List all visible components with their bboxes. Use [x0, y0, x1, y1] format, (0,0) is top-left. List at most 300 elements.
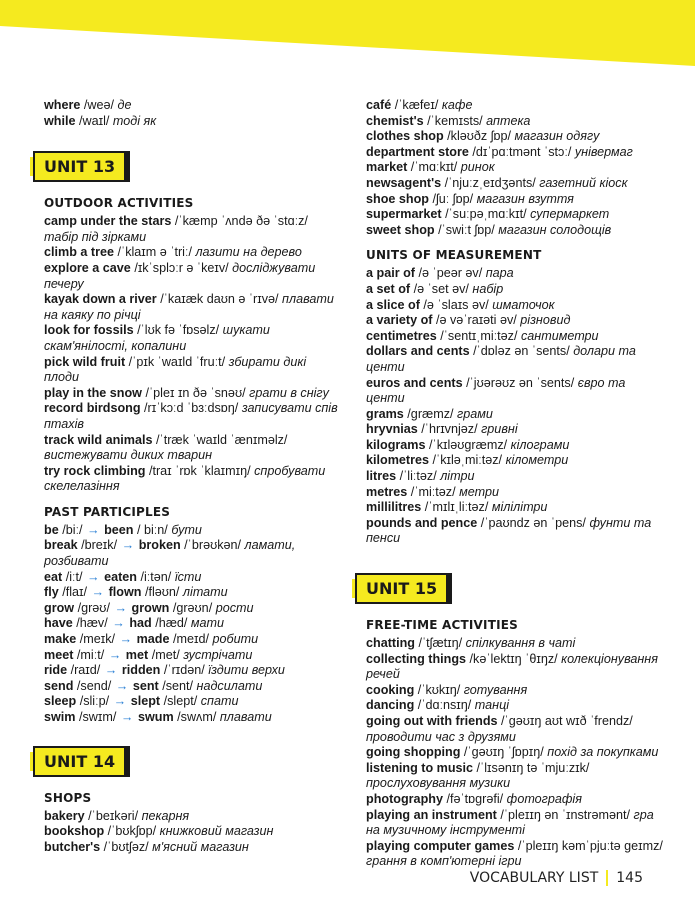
entry-word: millilitres	[366, 500, 422, 515]
entry-pronunciation: /raɪd/	[67, 663, 104, 678]
entry-pronunciation: /ˈlɪsənɪŋ tə ˈmjuːzɪk/	[473, 760, 590, 775]
entry-pronunciation: /ˈpɪk ˈwaɪld ˈfruːt/	[125, 354, 229, 369]
entry-list	[44, 809, 344, 856]
entry-word: café	[366, 98, 392, 112]
entry-participle: slept	[130, 694, 161, 709]
entry-word: where	[44, 98, 81, 112]
entry-word: playing an instrument	[366, 807, 497, 822]
vocab-entry	[366, 453, 666, 469]
arrow-icon: →	[112, 616, 125, 631]
entry-pronunciation: /hæv/	[72, 616, 112, 631]
entry-pronunciation: /ˈgəʊɪŋ aʊt wɪð ˈfrendz/	[497, 714, 633, 728]
entry-translation: книжковий магазин	[159, 824, 274, 839]
vocab-entry	[366, 329, 666, 345]
entry-translation: гривні	[481, 422, 518, 437]
entry-pronunciation: /fəˈtɒgrəfi/	[442, 791, 507, 806]
entry-word: playing computer games	[366, 838, 515, 853]
entry-word: a variety of	[366, 313, 433, 328]
entry-participle-pronunciation: /met/	[148, 647, 184, 662]
entry-translation: магазин взуття	[476, 191, 574, 206]
entry-word: look for fossils	[44, 323, 134, 338]
footer-label: VOCABULARY LIST	[469, 870, 599, 886]
entry-participle: eaten	[104, 569, 137, 584]
entry-pronunciation: /ʃuː ʃɒp/	[428, 191, 477, 206]
entry-pronunciation: /grəʊ/	[74, 600, 114, 615]
entry-participle: ridden	[121, 663, 161, 678]
entry-pronunciation: /ˈpleɪɪŋ kəmˈpjuːtə geɪmz/	[514, 838, 663, 853]
entry-translation: грами	[457, 406, 493, 421]
vocab-entry	[44, 570, 344, 586]
entry-pronunciation: /ˈlʊk fə ˈfɒsəlz/	[133, 323, 223, 338]
arrow-icon: →	[91, 585, 105, 600]
vocab-entry	[366, 792, 666, 808]
entry-pronunciation: /kləʊðz ʃɒp/	[443, 129, 515, 144]
entry-pronunciation: /ə vəˈraɪəti əv/	[432, 313, 521, 328]
entry-pronunciation: /ˈkemɪsts/	[423, 113, 487, 128]
entry-translation: літри	[440, 469, 475, 484]
entry-pronunciation: /ˈdɑːnsɪŋ/	[414, 698, 475, 713]
entry-word: camp under the stars	[44, 214, 172, 229]
entry-pronunciation: /ˈpaʊndz ən ˈpens/	[477, 515, 590, 530]
entry-word: explore a cave	[44, 260, 131, 275]
entry-word: a set of	[366, 281, 411, 296]
vocab-entry	[44, 386, 344, 402]
entry-pronunciation: /ˈkaɪæk daʊn ə ˈrɪvə/	[156, 292, 283, 307]
entry-pronunciation: /ˈkɪləʊgræmz/	[425, 437, 511, 452]
entry-word: bookshop	[44, 824, 105, 839]
entry-pronunciation: /ə ˈpeər əv/	[415, 266, 486, 281]
entry-word: dollars and cents	[366, 344, 470, 359]
vocab-entry	[366, 223, 666, 239]
entry-word: metres	[366, 484, 408, 499]
vocab-entry	[366, 98, 666, 114]
entry-pronunciation: /meɪk/	[76, 632, 119, 647]
entry-word: be	[44, 522, 59, 537]
entry-word: climb a tree	[44, 245, 114, 260]
entry-translation: магазин солодощів	[498, 222, 612, 237]
entry-word: dancing	[366, 698, 415, 713]
entry-word: track wild animals	[44, 432, 153, 447]
entry-translation: їсти	[174, 569, 202, 584]
arrow-icon: →	[87, 569, 100, 584]
vocab-entry	[366, 761, 666, 792]
entry-participle-pronunciation: /hæd/	[151, 616, 191, 631]
entry-word: try rock climbing	[44, 463, 146, 478]
entry-word: kilograms	[366, 437, 426, 452]
entry-pronunciation: /ˈbʊtʃəz/	[100, 839, 153, 854]
entry-translation: кілограми	[510, 437, 570, 452]
entry-word: collecting things	[366, 651, 467, 666]
vocab-entry	[44, 632, 344, 648]
entry-pronunciation: /dɪˈpɑːtmənt ˈstɔː/	[468, 144, 575, 159]
entry-pronunciation: /weə/	[80, 98, 118, 112]
vocab-entry	[44, 323, 344, 354]
vocab-entry	[44, 840, 344, 856]
unit-14-label: UNIT 14	[33, 746, 130, 777]
entry-translation: табір під зірками	[44, 229, 147, 244]
entry-translation: різновид	[520, 313, 571, 328]
entry-word: chatting	[366, 636, 415, 651]
entry-participle-pronunciation: /slept/	[160, 694, 201, 709]
unit-13-section	[44, 151, 344, 725]
vocab-entry	[366, 344, 666, 375]
entry-pronunciation: /ˈkæfeɪ/	[391, 98, 442, 112]
unit-15-section	[366, 573, 666, 870]
entry-word: chemist's	[366, 113, 424, 128]
entry-participle-pronunciation: /iːtən/	[137, 569, 175, 584]
entry-translation: тоді як	[112, 113, 157, 128]
vocab-entry	[44, 355, 344, 386]
entry-translation: похід за покупками	[547, 745, 659, 760]
vocab-entry	[44, 710, 344, 726]
entry-pronunciation: /ˈliːtəz/	[396, 469, 441, 484]
entry-translation: фотографія	[506, 791, 582, 806]
entry-pronunciation: /flaɪ/	[58, 585, 91, 600]
entry-translation: аптека	[486, 113, 531, 128]
entry-pronunciation: /ˈmɪlɪˌliːtəz/	[421, 500, 492, 515]
entry-pronunciation: /ˈsentɪˌmiːtəz/	[436, 328, 521, 343]
vocab-entry	[44, 601, 344, 617]
entry-translation: фунти та пенси	[366, 515, 652, 546]
entry-translation: спілкування в чаті	[465, 636, 576, 651]
entry-translation: готування	[463, 682, 528, 697]
entry-word: break	[44, 538, 78, 553]
vocab-entry	[366, 714, 666, 745]
vocab-entry	[44, 401, 344, 432]
entry-pronunciation: /ˈpleɪɪŋ ən ˈɪnstrəmənt/	[496, 807, 634, 822]
entry-translation: плавати на каяку по річці	[44, 292, 334, 322]
entry-translation: шматочок	[492, 297, 555, 312]
entry-participle: made	[136, 632, 170, 647]
entry-pronunciation: /breɪk/	[77, 538, 121, 553]
entry-pronunciation: /rɪˈkɔːd ˈbɜːdsɒŋ/	[140, 401, 242, 416]
vocab-entry	[366, 839, 666, 870]
entry-participle: been	[104, 522, 134, 537]
entry-pronunciation: /ˈmɑːkɪt/	[407, 160, 461, 175]
entry-participle-pronunciation: /ˈrɪdən/	[160, 663, 209, 678]
vocab-entry	[44, 98, 344, 114]
left-column	[44, 98, 344, 855]
entry-word: a pair of	[366, 266, 415, 281]
vocab-entry	[44, 245, 344, 261]
vocab-entry	[44, 433, 344, 464]
entry-pronunciation: /ˈdɒləz ən ˈsents/	[469, 344, 574, 359]
top-yellow-band	[0, 0, 695, 66]
entry-translation: магазин одягу	[514, 129, 600, 144]
entry-pronunciation: /ˈkɪləˌmiːtəz/	[429, 453, 506, 468]
vocab-entry	[366, 636, 666, 652]
vocab-entry	[44, 261, 344, 292]
arrow-icon: →	[119, 632, 133, 647]
entry-pronunciation: /ˈnjuːzˌeɪdʒənts/	[441, 175, 540, 190]
entry-word: clothes shop	[366, 129, 444, 144]
entry-translation: сантиметри	[520, 328, 599, 343]
arrow-icon: →	[115, 678, 129, 693]
entry-word: photography	[366, 791, 443, 806]
entry-translation: досліджувати печеру	[44, 260, 316, 291]
vocab-entry	[44, 114, 344, 130]
entry-participle-pronunciation: /meɪd/	[169, 632, 213, 647]
entry-pronunciation: /swɪm/	[75, 710, 120, 724]
entry-pronunciation: /ɪkˈsplɔːr ə ˈkeɪv/	[130, 260, 233, 275]
entry-word: listening to music	[366, 760, 474, 775]
section-heading-past-participles: PAST PARTICIPLES	[44, 504, 171, 519]
yellow-banner-shape	[0, 0, 695, 66]
entry-word: grow	[44, 600, 75, 615]
entry-word: sweet shop	[366, 222, 435, 237]
entry-translation: ламати, розбивати	[44, 538, 296, 569]
entry-pronunciation: /ˈklaɪm ə ˈtriː/	[114, 245, 196, 260]
vocab-entry	[44, 214, 344, 245]
entry-translation: прослуховування музики	[366, 776, 511, 791]
section-heading-free-time: FREE-TIME ACTIVITIES	[366, 618, 519, 633]
entry-pronunciation: /ˈgəʊɪŋ ˈʃɒpɪŋ/	[460, 745, 548, 760]
entry-word: grams	[366, 406, 404, 421]
entry-translation: зустрічати	[183, 647, 253, 662]
entry-word: sleep	[44, 694, 77, 709]
entry-pronunciation: /ˈswiːt ʃɒp/	[434, 222, 499, 237]
entry-pronunciation: /ə ˈslaɪs əv/	[419, 297, 493, 312]
vocab-entry	[366, 407, 666, 423]
entry-pronunciation: /græmz/	[403, 406, 457, 421]
arrow-icon: →	[113, 694, 127, 709]
vocab-entry	[366, 698, 666, 714]
entry-pronunciation: /ˈpleɪ ɪn ðə ˈsnəʊ/	[141, 385, 250, 400]
entry-pronunciation: /ˈtræk ˈwaɪld ˈænɪməlz/	[152, 432, 288, 447]
entry-word: centimetres	[366, 328, 437, 343]
section-heading-units-of-measurement: UNITS OF MEASUREMENT	[366, 248, 542, 263]
entry-pronunciation: /traɪ ˈrɒk ˈklaɪmɪŋ/	[145, 463, 255, 478]
vocab-entry	[44, 585, 344, 601]
entry-translation: метри	[459, 484, 499, 499]
vocab-entry	[366, 129, 666, 145]
entry-translation: супермаркет	[530, 207, 610, 222]
entry-participle: broken	[138, 538, 181, 553]
vocab-entry	[44, 824, 344, 840]
entry-participle-pronunciation: /ˈbrəʊkən/	[180, 538, 245, 553]
entry-word: butcher's	[44, 839, 101, 854]
entry-word: market	[366, 160, 408, 175]
entry-translation: мати	[190, 616, 225, 631]
entry-pronunciation: /waɪl/	[75, 113, 113, 128]
entry-word: shoe shop	[366, 191, 429, 206]
entry-pronunciation: /ˈkæmp ˈʌndə ðə ˈstɑːz/	[171, 214, 308, 229]
entry-participle: flown	[108, 585, 142, 600]
entry-translation: долари та центи	[366, 344, 636, 374]
entry-pronunciation: /ˈsuːpəˌmɑːkɪt/	[441, 207, 531, 222]
entry-word: hryvnias	[366, 422, 418, 437]
entry-word: going shopping	[366, 745, 461, 760]
entry-translation: бути	[171, 522, 202, 537]
entry-word: play in the snow	[44, 385, 142, 400]
entry-word: euros and cents	[366, 375, 463, 390]
entry-word: litres	[366, 469, 397, 484]
vocab-entry	[366, 192, 666, 208]
entry-translation: лазити на дерево	[195, 245, 302, 260]
right-column	[366, 98, 666, 870]
entry-translation: грання в комп'ютерні ігри	[366, 854, 522, 869]
entry-pronunciation: /send/	[73, 678, 115, 693]
unit-15-label: UNIT 15	[355, 573, 452, 604]
entry-word: fly	[44, 585, 59, 600]
vocab-entry	[366, 652, 666, 683]
entry-translation: спати	[200, 694, 239, 709]
vocab-entry	[366, 266, 666, 282]
vocab-entry	[44, 679, 344, 695]
entry-pronunciation: /ˈbeɪkəri/	[84, 808, 142, 823]
entry-participle-pronunciation: /fləʊn/	[141, 585, 183, 600]
vocab-entry	[44, 648, 344, 664]
entry-translation: кілометри	[505, 453, 569, 468]
arrow-icon: →	[104, 663, 118, 678]
entry-translation: де	[117, 98, 132, 112]
vocab-entry	[44, 616, 344, 632]
vocab-entry	[366, 683, 666, 699]
entry-translation: пара	[485, 266, 514, 281]
vocab-entry	[44, 538, 344, 569]
entry-word: swim	[44, 710, 76, 724]
entry-pronunciation: /ˈmiːtəz/	[407, 484, 460, 499]
section-heading-outdoor: OUTDOOR ACTIVITIES	[44, 196, 194, 211]
vocab-entry	[366, 145, 666, 161]
entry-word: have	[44, 616, 73, 631]
entry-word: cooking	[366, 682, 415, 697]
entry-pronunciation: /ˈhrɪvnjəz/	[417, 422, 482, 437]
entry-translation: грати в снігу	[249, 385, 329, 400]
entry-translation: колекціонування речей	[366, 651, 658, 682]
entry-word: pick wild fruit	[44, 354, 126, 369]
entry-translation: пекарня	[141, 808, 190, 823]
entry-translation: набір	[472, 281, 504, 296]
entry-participle-pronunciation: /grəʊn/	[169, 600, 216, 615]
entry-pronunciation: /ˈbʊkʃɒp/	[104, 824, 160, 839]
entry-word: meet	[44, 647, 74, 662]
entry-translation: танці	[474, 698, 510, 713]
entry-word: send	[44, 678, 74, 693]
entry-participle-pronunciation: /sent/	[158, 678, 197, 693]
entry-pronunciation: /ˈkʊkɪŋ/	[414, 682, 464, 697]
entry-participle-pronunciation: /swʌm/	[173, 710, 220, 724]
entry-pronunciation: /ˈtʃætɪŋ/	[414, 636, 466, 651]
entry-translation: євро та центи	[366, 375, 626, 406]
entry-word: record birdsong	[44, 401, 141, 416]
entry-translation: м'ясний магазин	[152, 839, 249, 854]
entry-participle: met	[125, 647, 149, 662]
entry-translation: рости	[215, 600, 254, 615]
entry-list	[44, 523, 344, 726]
vocab-entry	[44, 694, 344, 710]
entry-word: eat	[44, 569, 63, 584]
entry-translation: кафе	[441, 98, 473, 112]
entry-translation: літати	[182, 585, 228, 600]
page-number: 145	[606, 870, 643, 886]
entry-list	[366, 98, 666, 238]
arrow-icon: →	[114, 600, 128, 615]
entry-pronunciation: /miːt/	[73, 647, 108, 662]
entry-translation: ринок	[460, 160, 495, 175]
entry-translation: мілілітри	[491, 500, 548, 515]
entry-translation: гра на музичному інструменті	[366, 807, 654, 838]
vocab-entry	[366, 500, 666, 516]
entry-pronunciation: /ə ˈset əv/	[410, 281, 473, 296]
entry-word: bakery	[44, 808, 85, 823]
entry-word: supermarket	[366, 207, 442, 222]
entry-word: ride	[44, 663, 68, 678]
entry-word: a slice of	[366, 297, 420, 312]
vocab-entry	[366, 469, 666, 485]
arrow-icon: →	[87, 522, 100, 537]
entry-pronunciation: /ˈjʊərəʊz ən ˈsents/	[462, 375, 578, 390]
entry-list	[366, 636, 666, 870]
vocab-entry	[366, 485, 666, 501]
entry-translation: плавати	[219, 710, 272, 724]
entry-translation: робити	[212, 632, 259, 647]
vocab-entry	[366, 516, 666, 547]
entry-translation: збирати дикі плоди	[44, 354, 307, 385]
entry-word: department store	[366, 144, 469, 159]
entry-pronunciation: /sliːp/	[76, 694, 113, 709]
vocab-entry	[366, 376, 666, 407]
arrow-icon: →	[108, 647, 122, 662]
vocab-entry	[366, 313, 666, 329]
entry-pronunciation: /iːt/	[62, 569, 86, 584]
vocab-entry	[44, 464, 344, 495]
vocab-entry	[366, 298, 666, 314]
entry-translation: універмаг	[574, 144, 633, 159]
vocab-entry	[366, 422, 666, 438]
arrow-icon: →	[120, 710, 134, 724]
vocab-entry	[366, 160, 666, 176]
entry-participle: sent	[132, 678, 159, 693]
entry-translation: їздити верхи	[208, 663, 285, 678]
entry-translation: вистежувати диких тварин	[44, 448, 213, 463]
entry-translation: спробувати скелелазіння	[44, 463, 326, 494]
vocab-entry	[366, 114, 666, 130]
vocab-entry	[44, 663, 344, 679]
entry-translation: проводити час з друзями	[366, 729, 516, 744]
entry-word: while	[44, 113, 76, 128]
page-footer	[470, 870, 643, 886]
entry-translation: надсилати	[196, 678, 263, 693]
entry-pronunciation: /biː/	[58, 522, 86, 537]
vocab-entry	[44, 809, 344, 825]
entry-word: pounds and pence	[366, 515, 478, 530]
vocab-entry	[366, 808, 666, 839]
entry-pronunciation: /kəˈlektɪŋ ˈθɪŋz/	[466, 651, 562, 666]
vocab-entry	[366, 282, 666, 298]
entry-translation: шукати скам'янілості, копалини	[44, 323, 270, 353]
unit-13-label: UNIT 13	[33, 151, 130, 182]
entry-word: going out with friends	[366, 714, 498, 728]
entry-word: kayak down a river	[44, 292, 157, 307]
entry-word: newsagent's	[366, 175, 442, 190]
entry-list	[44, 214, 344, 495]
vocab-entry	[366, 207, 666, 223]
entry-list	[366, 266, 666, 547]
entry-participle: grown	[131, 600, 170, 615]
vocab-entry	[44, 523, 344, 539]
unit-14-section	[44, 746, 344, 856]
vocab-entry	[366, 438, 666, 454]
entry-participle: had	[129, 616, 152, 631]
entry-translation: газетний кіоск	[539, 175, 628, 190]
entry-participle: swum	[137, 710, 174, 724]
entry-list	[44, 98, 344, 129]
section-heading-shops: SHOPS	[44, 790, 92, 805]
entry-translation: записувати спів птахів	[44, 401, 338, 431]
arrow-icon: →	[121, 538, 135, 553]
vocab-entry	[366, 176, 666, 192]
